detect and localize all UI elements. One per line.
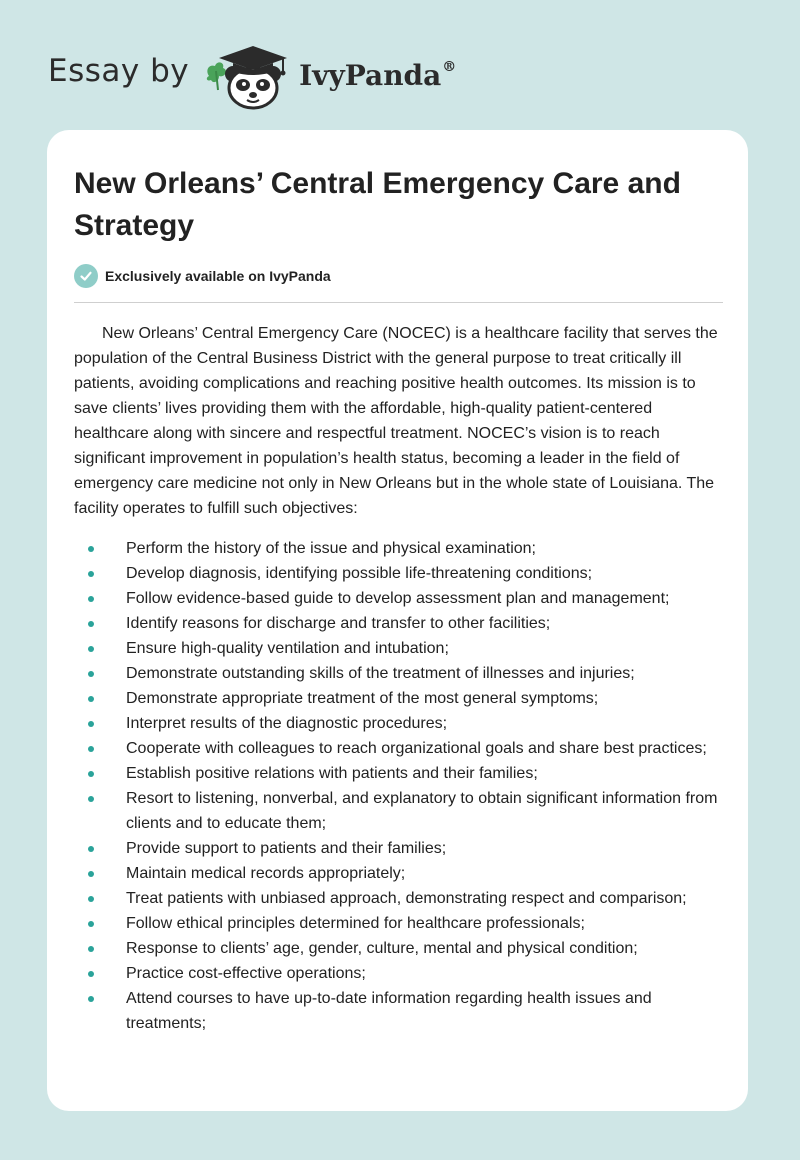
list-item: [74, 611, 724, 636]
list-item-text: Response to clients’ age, gender, culture, mental and physical condition;: [126, 940, 638, 957]
essay-card: [47, 130, 748, 1111]
exclusive-label: Exclusively available on IvyPanda: [105, 268, 331, 284]
list-item: [74, 686, 724, 711]
list-item: [74, 936, 724, 961]
intro-paragraph: New Orleans’ Central Emergency Care (NOCEC) is a healthcare facility that serves the population of the Central Business District with the general purpose to treat critically ill patients, avoiding complications and reaching positive health outcomes. Its mission is to save clients’ lives providing them with the affordable, high-quality patient-centered healthcare along with sincere and respectful treatment. NOCEC’s vision is to reach significant improvement in population’s health status, becoming a leader in the field of emergency care medicine not only in New Orleans but in the whole state of Louisiana. The facility operates to fulfill such objectives:: [74, 325, 718, 517]
list-item-text: Provide support to patients and their families;: [126, 840, 447, 857]
panda-logo-icon[interactable]: [203, 38, 295, 110]
list-item-text: Practice cost-effective operations;: [126, 965, 366, 982]
list-item-text: Identify reasons for discharge and transfer to other facilities;: [126, 615, 551, 632]
bullet-icon: [88, 896, 94, 902]
bullet-icon: [88, 971, 94, 977]
list-item-text: Develop diagnosis, identifying possible life-threatening conditions;: [126, 565, 593, 582]
bullet-icon: [88, 621, 94, 627]
bullet-icon: [88, 721, 94, 727]
bullet-icon: [88, 846, 94, 852]
bullet-icon: [88, 746, 94, 752]
check-icon: [74, 264, 98, 288]
bullet-icon: [88, 671, 94, 677]
list-item: [74, 836, 724, 861]
site-header: [48, 38, 456, 110]
list-item: [74, 961, 724, 986]
list-item: [74, 986, 724, 1036]
bullet-icon: [88, 796, 94, 802]
list-item-text: Attend courses to have up-to-date information regarding health issues and treatments;: [126, 990, 652, 1032]
bullet-icon: [88, 696, 94, 702]
brand-name[interactable]: [299, 59, 456, 92]
list-item: [74, 561, 724, 586]
list-item: [74, 636, 724, 661]
list-item: [74, 761, 724, 786]
divider: [74, 302, 723, 303]
list-item-text: Maintain medical records appropriately;: [126, 865, 406, 882]
bullet-icon: [88, 646, 94, 652]
bullet-icon: [88, 871, 94, 877]
essay-by-label: Essay by: [48, 53, 190, 89]
bullet-icon: [88, 946, 94, 952]
list-item-text: Interpret results of the diagnostic procedures;: [126, 715, 448, 732]
list-item: [74, 911, 724, 936]
list-item: [74, 586, 724, 611]
exclusive-badge: [74, 264, 331, 288]
bullet-icon: [88, 996, 94, 1002]
list-item: [74, 736, 724, 761]
brand-text: IvyPanda: [299, 58, 442, 92]
essay-title: New Orleans’ Central Emergency Care and Strategy: [74, 167, 681, 242]
list-item: [74, 886, 724, 911]
list-item: [74, 786, 724, 836]
bullet-icon: [88, 546, 94, 552]
bullet-icon: [88, 771, 94, 777]
list-item-text: Follow evidence-based guide to develop assessment plan and management;: [126, 590, 670, 607]
bullet-icon: [88, 571, 94, 577]
list-item-text: Demonstrate outstanding skills of the treatment of illnesses and injuries;: [126, 665, 635, 682]
bullet-icon: [88, 596, 94, 602]
list-item-text: Demonstrate appropriate treatment of the most general symptoms;: [126, 690, 599, 707]
list-item-text: Perform the history of the issue and physical examination;: [126, 540, 536, 557]
list-item-text: Resort to listening, nonverbal, and explanatory to obtain significant information from clients and to educate them;: [126, 790, 718, 832]
list-item: [74, 861, 724, 886]
list-item-text: Ensure high-quality ventilation and intubation;: [126, 640, 449, 657]
list-item: [74, 711, 724, 736]
bullet-icon: [88, 921, 94, 927]
registered-mark: ®: [442, 58, 457, 75]
list-item-text: Cooperate with colleagues to reach organizational goals and share best practices;: [126, 740, 707, 757]
list-item-text: Establish positive relations with patients and their families;: [126, 765, 538, 782]
list-item-text: Treat patients with unbiased approach, demonstrating respect and comparison;: [126, 890, 687, 907]
list-item: [74, 661, 724, 686]
list-item-text: Follow ethical principles determined for healthcare professionals;: [126, 915, 585, 932]
objectives-list: [74, 536, 724, 1036]
list-item: [74, 536, 724, 561]
